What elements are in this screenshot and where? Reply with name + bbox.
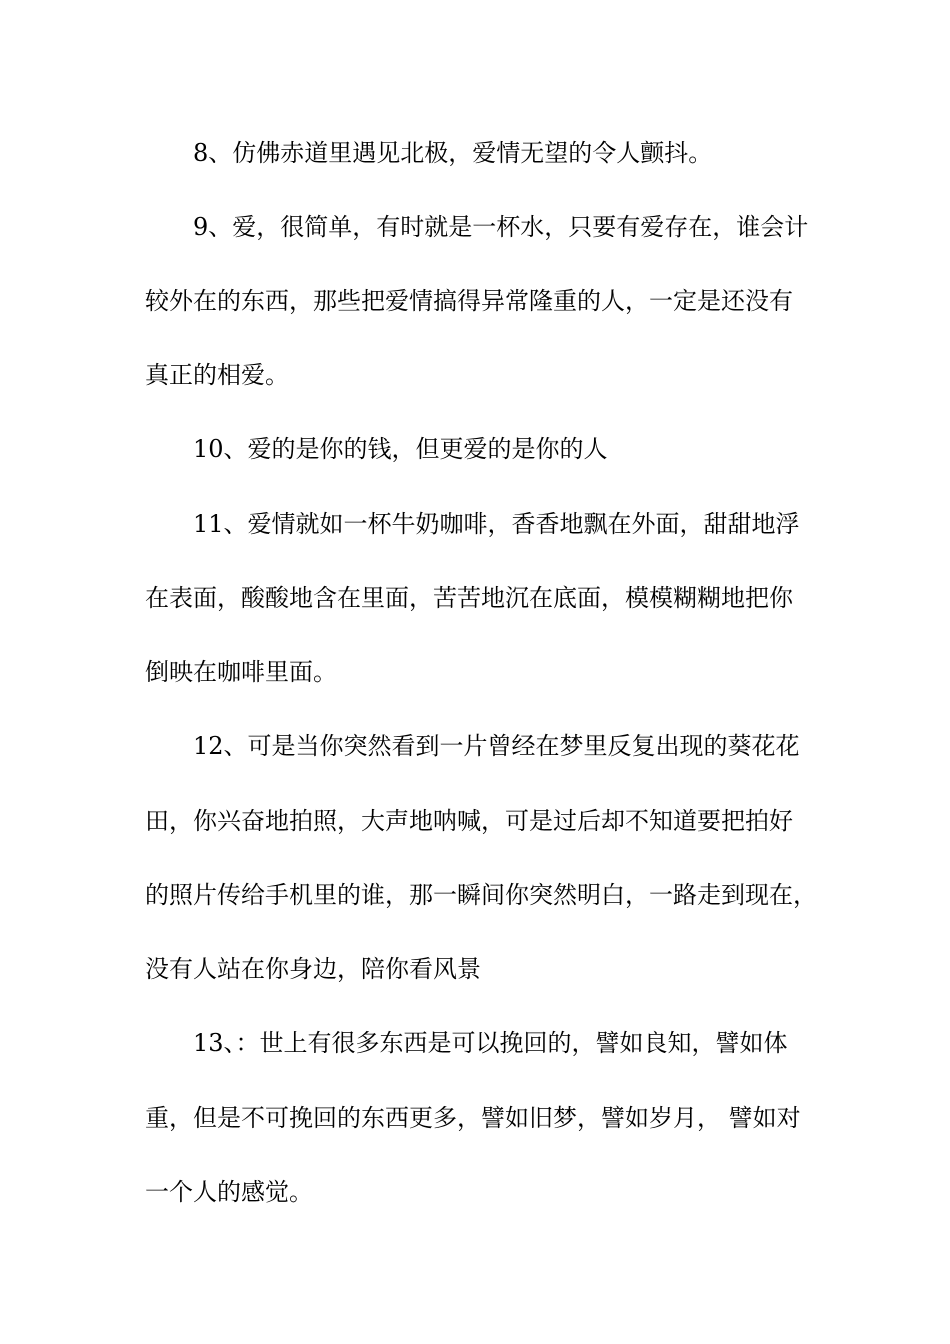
paragraph-11-line-1: 11、爱情就如一杯牛奶咖啡，香香地飘在外面，甜甜地浮 [193, 510, 800, 538]
paragraph-12-line-2: 田，你兴奋地拍照，大声地呐喊，可是过后却不知道要把拍好 [145, 807, 793, 835]
paragraph-9-line-2: 较外在的东西，那些把爱情搞得异常隆重的人，一定是还没有 [145, 287, 793, 315]
paragraph-13-line-1: 13、：世上有很多东西是可以挽回的，譬如良知，譬如体 [193, 1029, 788, 1057]
paragraph-12-line-4: 没有人站在你身边，陪你看风景 [145, 955, 481, 983]
paragraph-12-line-3: 的照片传给手机里的谁，那一瞬间你突然明白，一路走到现在， [145, 881, 817, 909]
paragraph-13-line-3: 一个人的感觉。 [145, 1178, 313, 1206]
paragraph-11-line-2: 在表面，酸酸地含在里面，苦苦地沉在底面，模模糊糊地把你 [145, 584, 793, 612]
paragraph-9-line-3: 真正的相爱。 [145, 361, 289, 389]
paragraph-12-line-1: 12、可是当你突然看到一片曾经在梦里反复出现的葵花花 [193, 732, 800, 760]
paragraph-9-line-1: 9、爱，很简单，有时就是一杯水，只要有爱存在，谁会计 [193, 213, 809, 241]
paragraph-10-line-1: 10、爱的是你的钱，但更爱的是你的人 [193, 435, 608, 463]
paragraph-11-line-3: 倒映在咖啡里面。 [145, 658, 337, 686]
paragraph-8-line-1: 8、仿佛赤道里遇见北极，爱情无望的令人颤抖。 [193, 139, 713, 167]
paragraph-13-line-2: 重，但是不可挽回的东西更多，譬如旧梦，譬如岁月， 譬如对 [145, 1104, 801, 1132]
